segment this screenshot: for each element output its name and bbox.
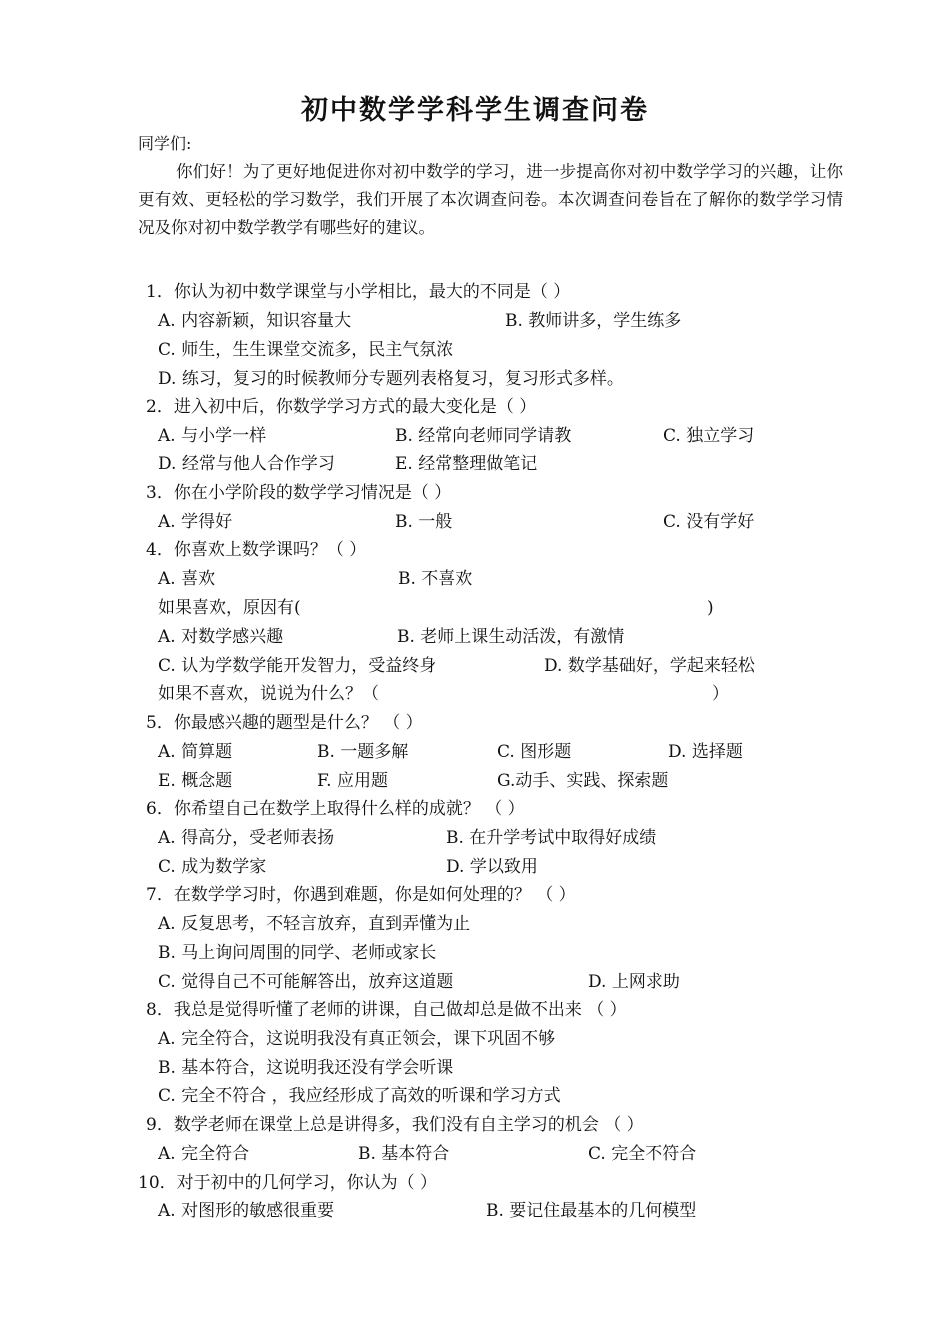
q4-reason-b: B. 老师上课生动活泼，有激情 xyxy=(397,627,625,647)
page-title: 初中数学学科学生调查问卷 xyxy=(301,95,649,126)
q7-option-c: C. 觉得自己不可能解答出，放弃这道题 xyxy=(158,972,454,992)
q3-option-a: A. 学得好 xyxy=(158,512,233,532)
q4-option-a: A. 喜欢 xyxy=(158,569,216,589)
greeting: 同学们: xyxy=(138,134,192,153)
q8-option-b: B. 基本符合，这说明我还没有学会听课 xyxy=(158,1058,454,1078)
question-2: 2．进入初中后，你数学学习方式的最大变化是（ ） xyxy=(146,397,537,417)
q1-option-b: B. 教师讲多，学生练多 xyxy=(505,311,682,331)
q5-option-e: E. 概念题 xyxy=(158,771,233,791)
q1-option-c: C. 师生，生生课堂交流多，民主气氛浓 xyxy=(158,340,454,360)
q6-option-d: D. 学以致用 xyxy=(446,857,538,877)
q5-option-b: B. 一题多解 xyxy=(317,742,409,762)
q5-option-d: D. 选择题 xyxy=(668,742,743,762)
q4-reason-c: C. 认为学数学能开发智力，受益终身 xyxy=(158,656,437,676)
q2-option-c: C. 独立学习 xyxy=(663,426,755,446)
q8-option-a: A. 完全符合，这说明我没有真正领会，课下巩固不够 xyxy=(158,1029,556,1049)
q6-option-c: C. 成为数学家 xyxy=(158,857,267,877)
q1-option-a: A. 内容新颖，知识容量大 xyxy=(158,311,352,331)
q10-option-b: B. 要记住最基本的几何模型 xyxy=(486,1201,697,1221)
q5-option-c: C. 图形题 xyxy=(497,742,572,762)
question-4: 4．你喜欢上数学课吗？（ ） xyxy=(146,540,367,560)
q8-option-c: C. 完全不符合 ，我应经形成了高效的听课和学习方式 xyxy=(158,1086,561,1106)
q7-option-a: A. 反复思考，不轻言放弃，直到弄懂为止 xyxy=(158,914,471,934)
q4-like-reason-close: ) xyxy=(707,598,714,618)
q3-option-b: B. 一般 xyxy=(395,512,453,532)
q2-option-b: B. 经常向老师同学请教 xyxy=(395,426,572,446)
question-10: 10．对于初中的几何学习，你认为（ ） xyxy=(138,1173,438,1193)
q2-option-e: E. 经常整理做笔记 xyxy=(395,454,538,474)
q9-option-b: B. 基本符合 xyxy=(358,1144,450,1164)
q6-option-b: B. 在升学考试中取得好成绩 xyxy=(446,828,657,848)
q4-reason-a: A. 对数学感兴趣 xyxy=(158,627,284,647)
q4-dislike-close: ） xyxy=(712,684,729,704)
q4-like-reason-prompt: 如果喜欢，原因有( xyxy=(158,598,301,618)
q9-option-c: C. 完全不符合 xyxy=(588,1144,697,1164)
question-5: 5．你最感兴趣的题型是什么？ （ ） xyxy=(146,713,423,733)
q2-option-a: A. 与小学一样 xyxy=(158,426,267,446)
q4-reason-d: D. 数学基础好，学起来轻松 xyxy=(544,656,755,676)
q5-option-f: F. 应用题 xyxy=(317,771,388,791)
q10-option-a: A. 对图形的敏感很重要 xyxy=(158,1201,335,1221)
question-9: 9．数学老师在课堂上总是讲得多，我们没有自主学习的机会 （ ） xyxy=(146,1115,644,1135)
q7-option-b: B. 马上询问周围的同学、老师或家长 xyxy=(158,943,437,963)
question-1: 1．你认为初中数学课堂与小学相比，最大的不同是（ ） xyxy=(146,282,571,302)
question-6: 6．你希望自己在数学上取得什么样的成就？ （ ） xyxy=(146,799,525,819)
q4-dislike-prompt: 如果不喜欢，说说为什么？（ xyxy=(158,684,379,704)
question-8: 8．我总是觉得听懂了老师的讲课，自己做却总是做不出来 （ ） xyxy=(146,1000,627,1020)
question-3: 3．你在小学阶段的数学学习情况是（ ） xyxy=(146,483,452,503)
q5-option-a: A. 简算题 xyxy=(158,742,233,762)
q3-option-c: C. 没有学好 xyxy=(663,512,755,532)
intro-paragraph: 你们好！为了更好地促进你对初中数学的学习，进一步提高你对初中数学学习的兴趣，让你更有效、更轻松的学习数学，我们开展了本次调查问卷。本次调查问卷旨在了解你的数学学习情况及你对初中数学教学有哪些好的建议。 xyxy=(138,162,843,237)
q4-option-b: B. 不喜欢 xyxy=(398,569,473,589)
q9-option-a: A. 完全符合 xyxy=(158,1144,250,1164)
q1-option-d: D. 练习，复习的时候教师分专题列表格复习，复习形式多样。 xyxy=(158,369,624,389)
q7-option-d: D. 上网求助 xyxy=(588,972,680,992)
q2-option-d: D. 经常与他人合作学习 xyxy=(158,454,335,474)
question-7: 7．在数学学习时，你遇到难题，你是如何处理的？ （ ） xyxy=(146,885,576,905)
q5-option-g: G.动手、实践、探索题 xyxy=(497,771,669,791)
q6-option-a: A. 得高分，受老师表扬 xyxy=(158,828,335,848)
